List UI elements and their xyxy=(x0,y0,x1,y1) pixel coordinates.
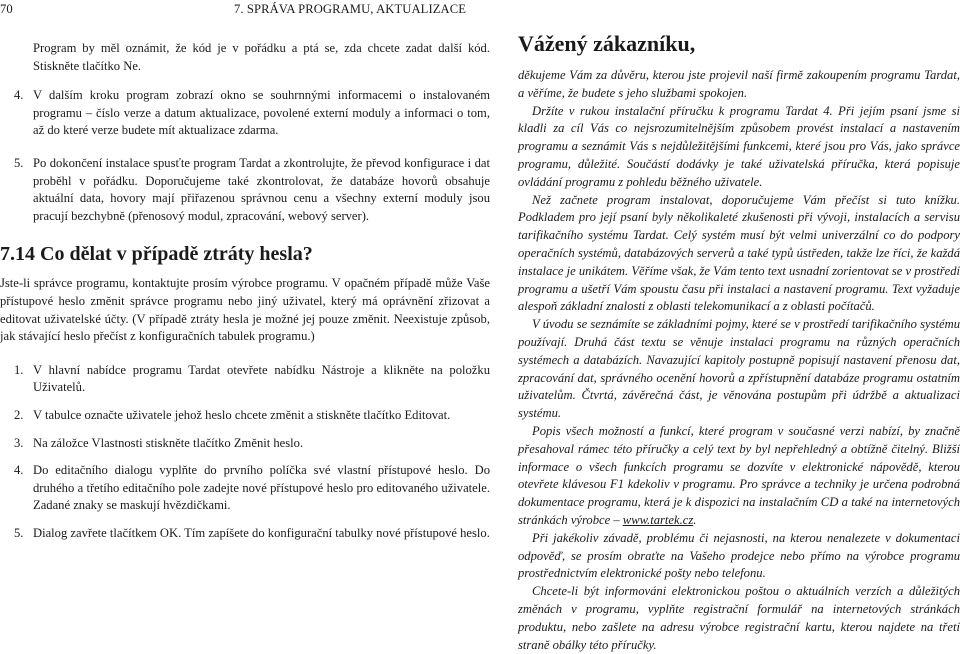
list-number: 3. xyxy=(14,435,24,450)
list-number: 4. xyxy=(14,463,24,478)
intro-paragraph: Program by měl oznámit, že kód je v pořádku a ptá se, zda chcete zadat další kód. Stiskněte tlačítko Ne. xyxy=(33,41,490,73)
list-number: 2. xyxy=(14,407,24,422)
list-number: 5. xyxy=(14,155,24,170)
letter-paragraph: Při jakékoliv závadě, problému či nejasnosti, na kterou nenalezete v dokumentaci odpověď, se prosím obraťte na Vašeho prodejce nebo přímo na výrobce programu prostřednictvím elektronické pošty nebo telefonu. xyxy=(518,530,960,581)
list-text: Dialog zavřete tlačítkem OK. Tím zapíšete do konfigurační tabulky nové přístupové heslo. xyxy=(33,525,490,540)
letter-paragraph: Než začnete program instalovat, doporučujeme Vám přečíst si tuto knížku. Podkladem pro její psaní byly několikaleté zkušenosti při vývoji, instalacích a servisu tarifikačního systému Tardat. Celý systém musí být velmi univerzální co do podpory operačních systémů, databázových serverů a také typů ústředen, takže lze říci, že každá instalace je unikátem. Věříme však, že Vám tento text usnadní zorientovat se v prostředí programu a ušetří Vám spoustu času při instalaci a nastavení programu. Text vyžaduje alespoň základní znalosti z oblasti telekomunikací a z oblasti počítačů. xyxy=(518,192,960,314)
list-item xyxy=(0,407,490,425)
letter-paragraph: Držíte v rukou instalační příručku k programu Tardat 4. Při jejím psaní jsme si kladli za cíl Vás co nejsrozumitelnějším způsobem provést instalací a nastavením programu a seznámit Vás s nejdůležitějšími funkcemi, které jsou pro Vás, jako správce programu, důležité. Součástí dodávky je také uživatelská příručka, která popisuje ovládání programu z pohledu běžného uživatele. xyxy=(518,103,960,189)
letter-title: Vážený zákazníku, xyxy=(518,31,696,56)
list-item xyxy=(0,525,490,543)
list-text: V dalším kroku program zobrazí okno se souhrnnými informacemi o instalovaném programu – číslo verze a datum aktualizace, povolené externí moduly a informaci o tom, až do které verze budete mít aktualizace zdarma. xyxy=(33,88,490,138)
list-item xyxy=(0,155,490,225)
right-column xyxy=(518,31,960,654)
section-paragraph: Jste-li správce programu, kontaktujte prosím výrobce programu. V opačném případě může Vaše přístupové heslo změnit správce programu nebo jiný uživatel, který má oprávnění zřizovat a editovat uživatelské účty. (V případě ztráty hesla je možné jej pouze změnit. Neexistuje způsob, jak stávající heslo přečíst z konfiguračních tabulek programu.) xyxy=(0,276,490,344)
letter-paragraph: V úvodu se seznámíte se základními pojmy, které se v prostředí tarifikačního systému používají. Druhá část textu se věnuje instalaci programu na různých operačních systémech a databázích. Navazující kapitoly postupně popisují nastavení přenosu dat, zpracování dat, správného ocenění hovorů a zpřístupnění databáze programu ostatním uživatelům. Čtvrtá, závěrečná část, je věnována postupům při údržbě a aktualizaci systému. xyxy=(518,317,960,421)
list-item xyxy=(0,462,490,515)
letter-paragraph: děkujeme Vám za důvěru, kterou jste projevil naší firmě zakoupením programu Tardat, a věříme, že budete s jeho službami spokojen. xyxy=(518,68,960,100)
list-text: Do editačního dialogu vyplňte do prvního políčka své vlastní přístupové heslo. Do druhého a třetího editačního pole zadejte nové přístupové heslo pro editovaného uživatele. Zadané znaky se maskují hvězdičkami. xyxy=(33,463,490,513)
page-number: 70 xyxy=(0,2,13,16)
letter-paragraph: Chcete-li být informováni elektronickou poštou o aktuálních verzích a důležitých změnách v programu, vyplňte registrační formulář na internetových stránkách produktu, nebo zašlete na adresu výrobce registrační kartu, kterou najdete na třetí straně obálky této příručky. xyxy=(518,584,960,652)
list-item xyxy=(0,87,490,140)
list-text: V tabulce označte uživatele jehož heslo chcete změnit a stiskněte tlačítko Editovat. xyxy=(33,407,451,422)
list-text: Na záložce Vlastnosti stiskněte tlačítko Změnit heslo. xyxy=(33,435,304,450)
letter-paragraph xyxy=(518,423,960,530)
list-text: V hlavní nabídce programu Tardat otevřete nabídku Nástroje a klikněte na položku Uživatelů. xyxy=(33,362,490,395)
paragraph-text: . xyxy=(693,512,697,527)
list-number: 1. xyxy=(14,362,24,377)
list-item xyxy=(0,435,490,453)
list-number: 4. xyxy=(14,88,24,103)
manufacturer-website-link[interactable]: www.tartek.cz xyxy=(622,512,694,527)
paragraph-text: Popis všech možností a funkcí, které program v současné verzi nabízí, by značně přesahoval rámec této příručky a celý text by byl nepřehledný a obtížně čitelný. Bližší informace o všech funkcích programu se dozvíte v elektronické nápovědě, kterou otevřete klávesou F1 kdekoliv v programu. Pro správce a techniky je určena podrobná dokumentace programu, která je k dispozici na instalačním CD a také na internetových stránkách výrobce – xyxy=(518,423,960,527)
running-header: 7. SPRÁVA PROGRAMU, AKTUALIZACE xyxy=(234,2,467,16)
left-column xyxy=(0,40,490,542)
list-text: Po dokončení instalace spusťte program Tardat a zkontrolujte, že převod konfigurace i dat proběhl v pořádku. Doporučujeme také zkontrolovat, že databáze hovorů obsahuje aktuální data, hovory mají přiřazenou správnou cenu a všechny externí moduly jsou pracují bezchybně (přenosový modul, zpracování, webový server). xyxy=(33,155,490,223)
list-item xyxy=(0,362,490,397)
list-number: 5. xyxy=(14,525,24,540)
section-title: 7.14 Co dělat v případě ztráty hesla? xyxy=(0,243,313,266)
